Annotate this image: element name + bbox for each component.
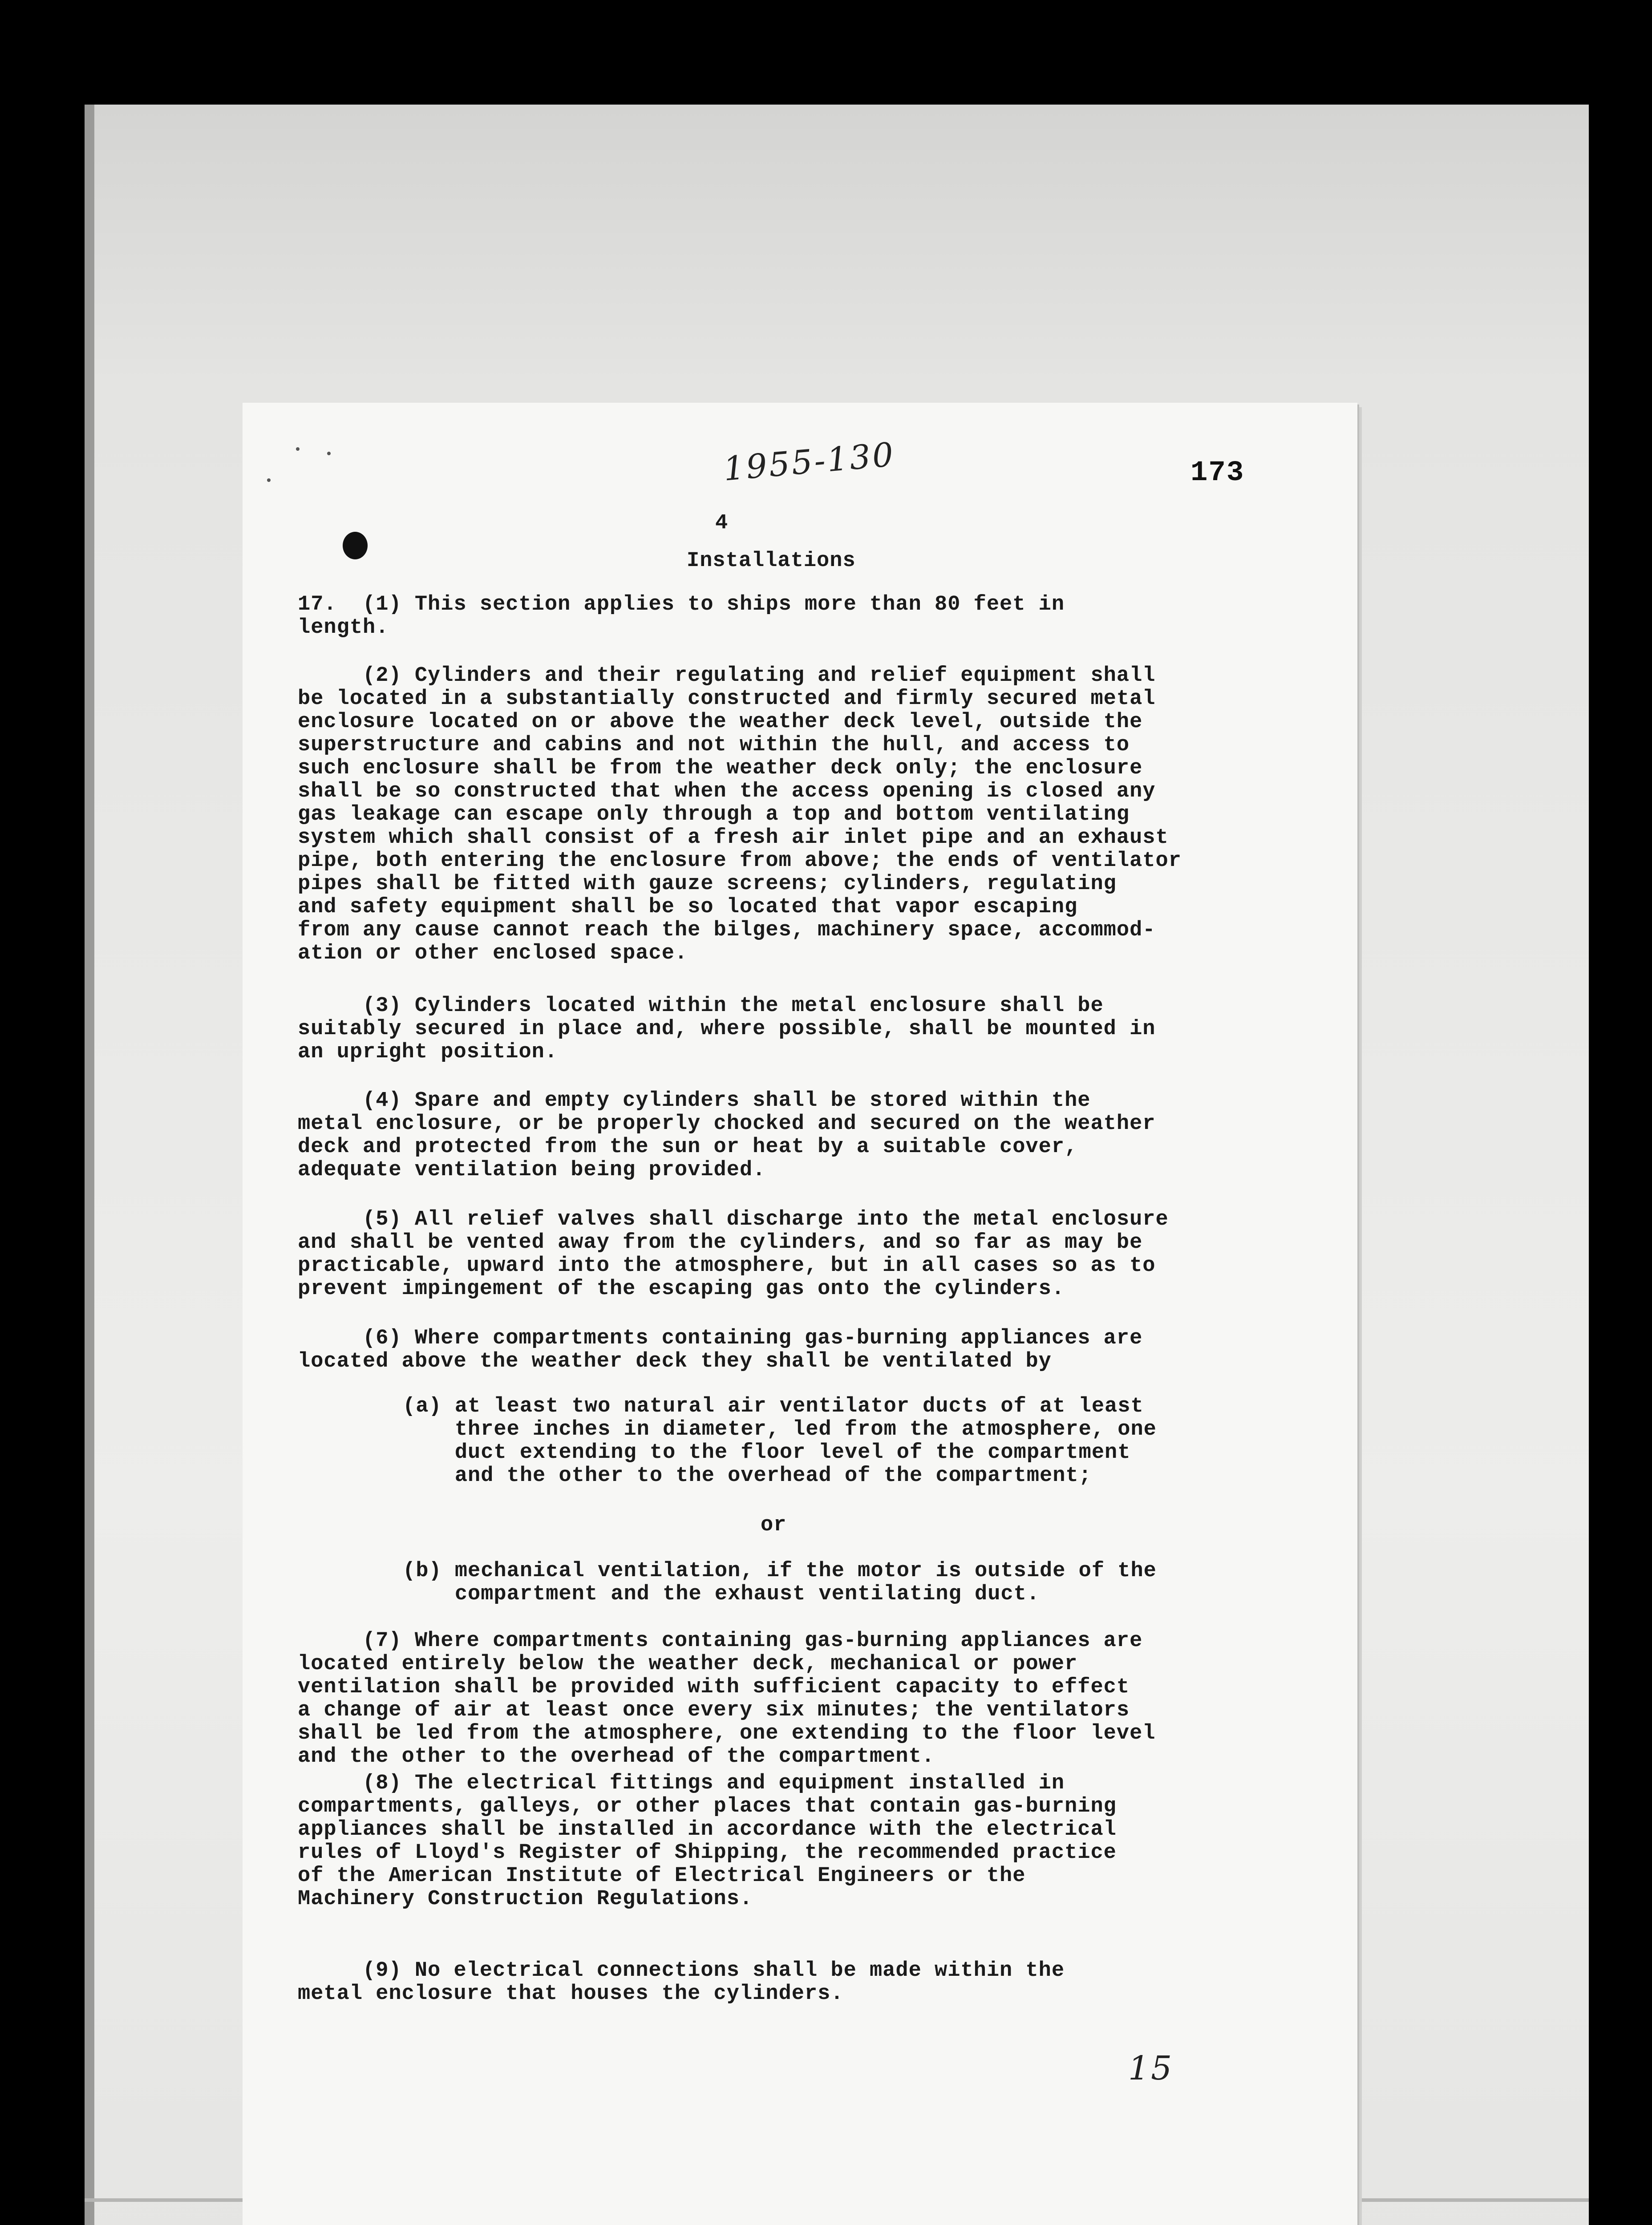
- typed-page: [243, 403, 1357, 2225]
- paragraph-17-3: (3) Cylinders located within the metal enclosure shall be suitably secured in place and, where possible, shall be mounted in an upright position.: [298, 994, 1156, 1064]
- punch-hole: [343, 532, 368, 559]
- typed-page-number: 4: [715, 511, 729, 535]
- clause-6b: (b) mechanical ventilation, if the motor is outside of the compartment and the exhaust ventilating duct.: [403, 1559, 1157, 1606]
- clause-separator-or: or: [761, 1513, 787, 1537]
- ink-speck: [327, 452, 331, 455]
- paragraph-17-7: (7) Where compartments containing gas-burning appliances are located entirely below the weather deck, mechanical or power ventilation shall be provided with sufficient capacity to effect a change of air at least once every six minutes; the ventilators shall be led from the atmosphere, one extending to the floor level and the other to the overhead of the compartment.: [298, 1629, 1156, 1768]
- paragraph-17-2: (2) Cylinders and their regulating and relief equipment shall be located in a substantially constructed and firmly secured metal enclosure located on or above the weather deck level, outside the superstructure and cabins and not within the hull, and access to such enclosure shall be from the weather deck only; the enclosure shall be so constructed that when the access opening is closed any gas leakage can escape only through a top and bottom ventilating system which shall consist of a fresh air inlet pipe and an exhaust pipe, both entering the enclosure from above; the ends of ventilator pipes shall be fitted with gauze screens; cylinders, regulating and safety equipment shall be so located that vapor escaping from any cause cannot reach the bilges, machinery space, accommod- ation or other enclosed space.: [298, 664, 1182, 965]
- clause-6a: (a) at least two natural air ventilator ducts of at least three inches in diameter, led from the atmosphere, one duct extending to the floor level of the compartment and the other to the overhead of the compartment;: [403, 1395, 1157, 1488]
- paragraph-17-4: (4) Spare and empty cylinders shall be stored within the metal enclosure, or be properly chocked and secured on the weather deck and protected from the sun or heat by a suitable cover, adequate ventilation being provided.: [298, 1089, 1156, 1182]
- paragraph-17-8: (8) The electrical fittings and equipment installed in compartments, galleys, or other places that contain gas-burning appliances shall be installed in accordance with the electrical rules of Lloyd's Register of Shipping, the recommended practice of the American Institute of Electrical Engineers or the Machinery Construction Regulations.: [298, 1772, 1117, 1911]
- handwritten-page-marker: 15: [1128, 2049, 1174, 2087]
- handwritten-reference-number: 1955-130: [721, 435, 897, 489]
- section-heading: Installations: [687, 549, 856, 573]
- paragraph-17-5: (5) All relief valves shall discharge into the metal enclosure and shall be vented away from the cylinders, and so far as may be practicable, upward into the atmosphere, but in all cases so as to prevent impingement of the escaping gas onto the cylinders.: [298, 1208, 1169, 1301]
- paragraph-17-6: (6) Where compartments containing gas-burning appliances are located above the weather deck they shall be ventilated by: [298, 1327, 1143, 1373]
- backing-sheet-edge: [85, 105, 94, 2225]
- ink-speck: [267, 478, 271, 482]
- ink-speck: [296, 447, 300, 451]
- paragraph-17-1: 17. (1) This section applies to ships more than 80 feet in length.: [298, 593, 1065, 639]
- paragraph-17-9: (9) No electrical connections shall be made within the metal enclosure that houses the cylinders.: [298, 1959, 1065, 2006]
- stamped-page-number: 173: [1190, 457, 1245, 489]
